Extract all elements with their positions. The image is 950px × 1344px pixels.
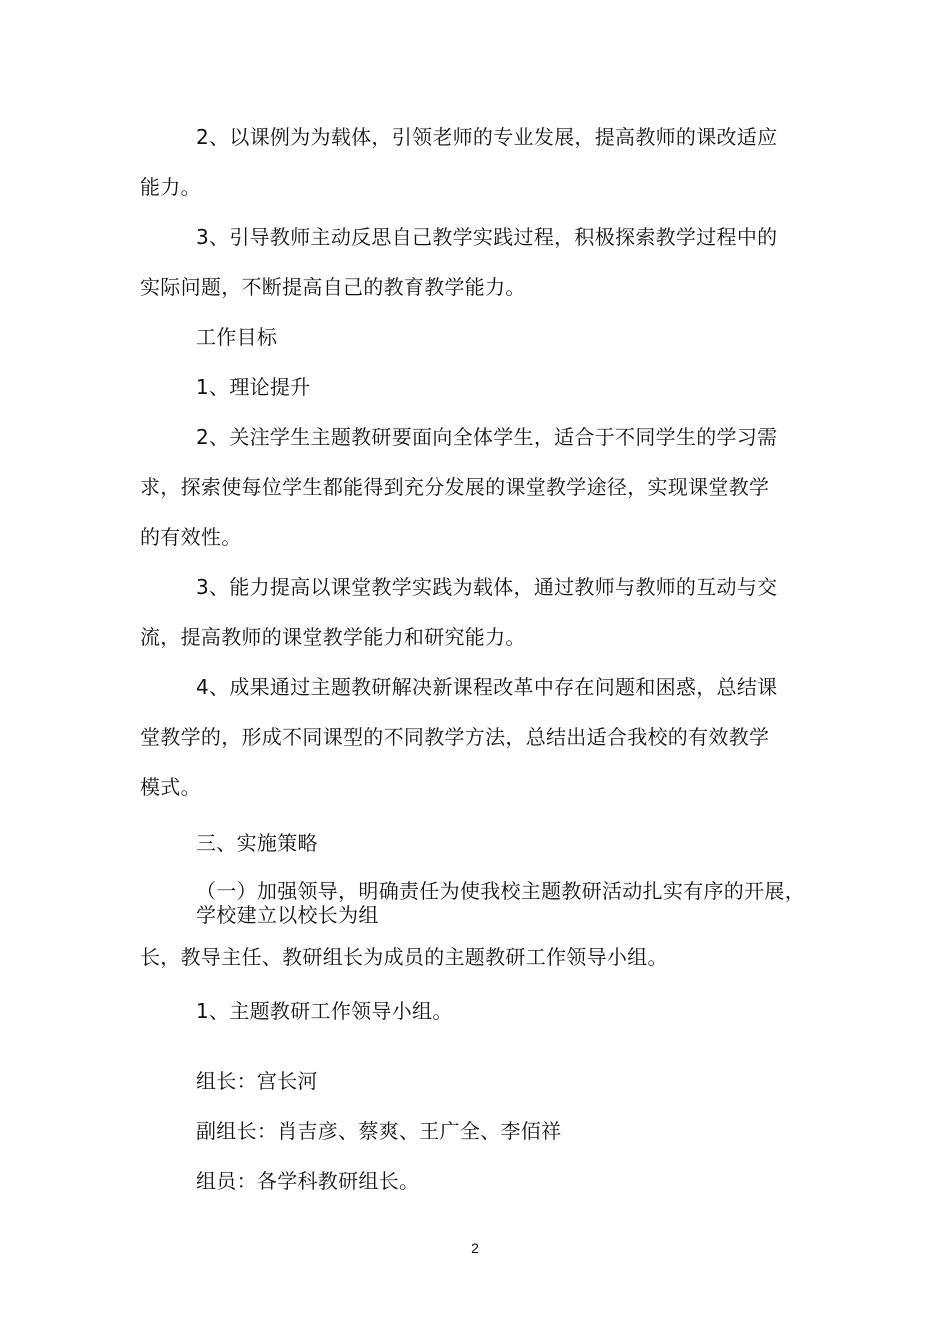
paragraph-line: 堂教学的，形成不同课型的不同教学方法，总结出适合我校的有效教学 [140,725,770,749]
paragraph-line: 2、关注学生主题教研要面向全体学生，适合于不同学生的学习需 [196,425,778,449]
team-deputy-leaders: 副组长：肖吉彦、蔡爽、王广全、李佰祥 [196,1119,562,1143]
paragraph-line: （一）加强领导，明确责任为使我校主题教研活动扎实有序的开展， [196,879,805,903]
paragraph-line: 求，探索使每位学生都能得到充分发展的课堂教学途径，实现课堂教学 [140,475,770,499]
team-members: 组员：各学科教研组长。 [196,1169,420,1193]
paragraph-line: 模式。 [140,775,201,799]
paragraph-line: 3、引导教师主动反思自己教学实践过程，积极探索教学过程中的 [196,225,778,249]
paragraph-line: 长，教导主任、教研组长为成员的主题教研工作领导小组。 [140,945,668,969]
team-leader: 组长：宫长河 [196,1069,318,1093]
section-heading: 工作目标 [196,325,278,349]
paragraph-line: 流，提高教师的课堂教学能力和研究能力。 [140,625,526,649]
paragraph-line: 实际问题，不断提高自己的教育教学能力。 [140,275,526,299]
paragraph-line: 1、主题教研工作领导小组。 [196,999,453,1023]
paragraph-line: 4、成果通过主题教研解决新课程改革中存在问题和困惑，总结课 [196,675,778,699]
section-heading: 三、实施策略 [196,831,318,855]
page-number: 2 [471,1240,479,1256]
paragraph-line: 学校建立以校长为组 [196,903,379,927]
paragraph-line: 2、以课例为为载体，引领老师的专业发展，提高教师的课改适应 [196,125,778,149]
paragraph-line: 能力。 [140,175,201,199]
paragraph-line: 1、理论提升 [196,375,311,399]
paragraph-line: 3、能力提高以课堂教学实践为载体，通过教师与教师的互动与交 [196,575,778,599]
paragraph-line: 的有效性。 [140,525,242,549]
